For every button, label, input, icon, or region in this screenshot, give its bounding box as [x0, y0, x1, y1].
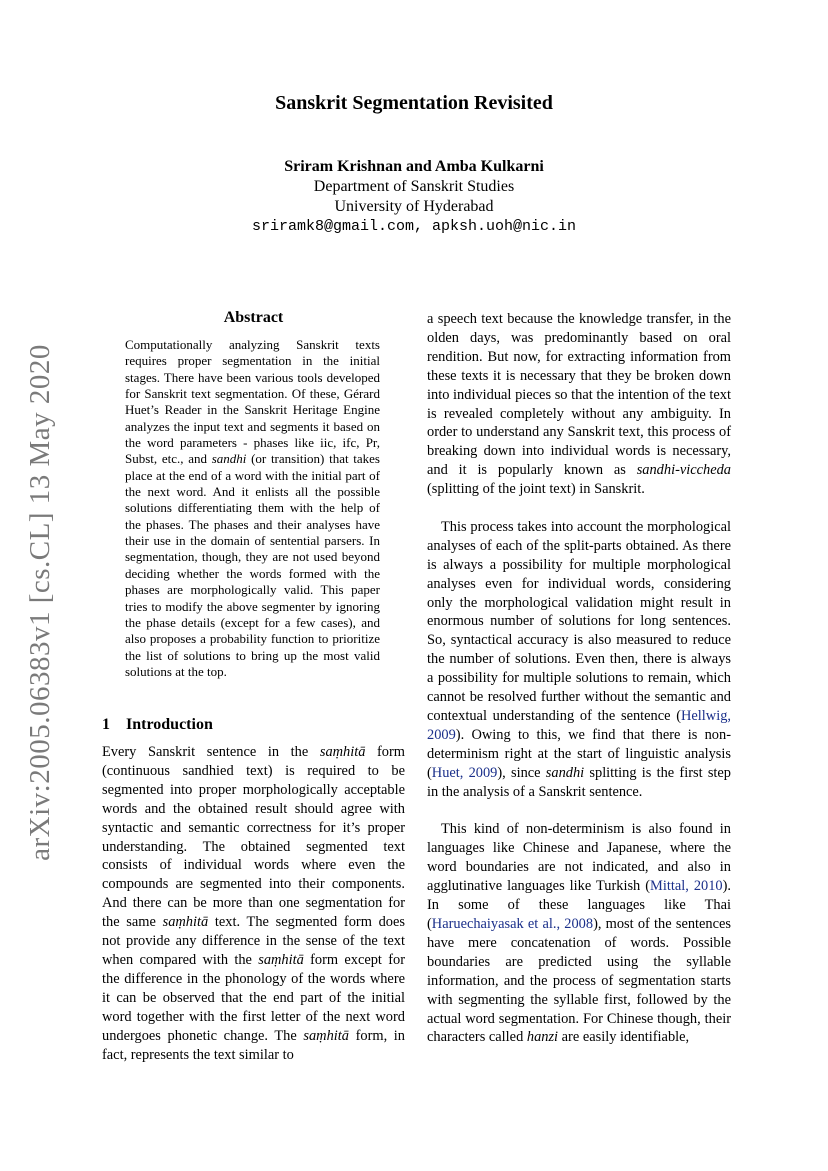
samhita-term: saṃhitā — [162, 914, 209, 931]
sandhi-term: sandhi — [545, 764, 585, 781]
author-emails: sriramk8@gmail.com, apksh.uoh@nic.in — [251, 218, 577, 235]
author-university: University of Hyderabad — [334, 198, 494, 215]
text-run: ), most of the sentences have mere concatenation of words. Possible boundaries are predicted using the syllable information, and the process of segmentation starts with segmenting the syllable first, followed by the actual word segmentation. For Chinese though, their characters called — [427, 915, 731, 1046]
text-run: This kind of non-determinism is also found in languages like Chinese and Japanese, where the word boundaries are not indicated, and also in agglutinative languages like Turkish ( — [427, 821, 731, 895]
author-block — [0, 157, 828, 237]
text-run: text. The segmented form does not provide any difference in the sense of the text when compared with the — [102, 914, 405, 968]
citation-link[interactable]: Hellwig, 2009 — [427, 708, 731, 743]
paper-title: Sanskrit Segmentation Revisited — [275, 92, 553, 114]
arxiv-stamp — [20, 344, 60, 861]
text-run: a speech text because the knowledge transfer, in the olden days, was predominantly based on oral rendition. But now, for extracting information from these texts it is necessary that they be broken down into individual pieces so that the intention of the text is revealed completely without any ambiguity. In order to understand any Sanskrit text, this process of breaking down into individual words is necessary, and it is popularly known as — [427, 311, 731, 479]
abstract-text-2: (or transition) that takes place at the end of a word with the initial part of the next word. And it enlists all the possible solutions differentiating them with the help of the phases. The phases and their analyses have their use in the domain of sentential parsers. In segmentation, though, they are not used beyond deciding whether the words formed with the phases are morphologically valid. This paper tries to modify the above segmenter by ignoring the phase details (except for a few cases), and also proposes a probability function to prioritize the list of solutions to bring up the most valid solutions at the top. — [125, 451, 380, 679]
citation-link[interactable]: Huet, 2009 — [431, 764, 498, 781]
samhita-term: saṃhitā — [319, 744, 366, 760]
hanzi-term: hanzi — [526, 1029, 559, 1046]
text-run: form except for the difference in the phonology of the words where it can be observed that the end part of the initial word together with the first letter of the next word undergoes phonetic change. The — [102, 951, 405, 1044]
intro-paragraph-1-part-1 — [102, 743, 405, 1064]
text-run: Every Sanskrit sentence in the — [102, 744, 320, 760]
text-run: ). In some of these languages like Thai ( — [427, 878, 731, 932]
abstract-heading: Abstract — [223, 309, 284, 326]
abstract-text-1: Computationally analyzing Sanskrit texts requires proper segmentation in the initial stages. There have been various tools developed for Sanskrit text segmentation. Of these, Gérard Huet’s Reader in the Sanskrit Heritage Engine analyzes the input text and segments it based on the word parameters - phases like iic, ifc, Pr, Subst, etc., and — [125, 337, 380, 467]
arxiv-stamp-text: arXiv:2005.06383v1 [cs.CL] 13 May 2020 — [23, 344, 56, 861]
text-run: form, in fact, represents the text similar to — [102, 1027, 405, 1063]
abstract-sandhi-term: sandhi — [211, 451, 247, 467]
text-run: (splitting of the joint text) in Sanskrit. — [427, 481, 645, 498]
citation-link[interactable]: Mittal, 2010 — [650, 878, 723, 895]
intro-paragraph-2 — [427, 518, 731, 802]
sandhi-viccheda-term: sandhi-viccheda — [636, 462, 731, 479]
section-number: 1 — [102, 716, 110, 733]
intro-left-column — [102, 743, 405, 1064]
abstract-body — [125, 337, 380, 680]
intro-paragraph-1-part-2 — [427, 310, 731, 499]
text-run: form (continuous sandhied text) is required to be segmented into proper morphologically acceptable words and the obtained result should agree with syntactic and semantic correctness for it’s proper understanding. The obtained segmented text consists of individual words where even the compounds are segmented into their components. And there can be more than one segmentation for the same — [102, 744, 405, 931]
section-title: Introduction — [126, 716, 213, 733]
author-department: Department of Sanskrit Studies — [313, 178, 515, 195]
samhita-term: saṃhitā — [303, 1027, 349, 1044]
text-run: This process takes into account the morphological analyses of each of the split-parts obtained. As there is always a possibility for multiple morphological analyses even for individual words, considering only the morphological validation might result in enormous number of solutions for long sentences. So, syntactical accuracy is also measured to reduce the number of solutions. Even then, there is always a possibility for multiple solutions to remain, which cannot be resolved further without the semantic and contextual understanding of the sentence ( — [427, 518, 731, 725]
section-heading — [102, 716, 405, 734]
text-run: are easily identifiable, — [558, 1029, 690, 1046]
text-run: ). Owing to this, we find that there is non-determinism right at the start of linguistic analysis ( — [427, 726, 731, 781]
text-run: ), since — [497, 764, 546, 781]
citation-link[interactable]: Haruechaiyasak et al., 2008 — [431, 915, 594, 932]
author-names: Sriram Krishnan and Amba Kulkarni — [284, 158, 544, 175]
samhita-term: saṃhitā — [258, 951, 304, 968]
intro-right-column — [427, 310, 731, 1047]
intro-paragraph-3 — [427, 820, 731, 1047]
text-run: splitting is the first step in the analysis of a Sanskrit sentence. — [427, 764, 731, 800]
